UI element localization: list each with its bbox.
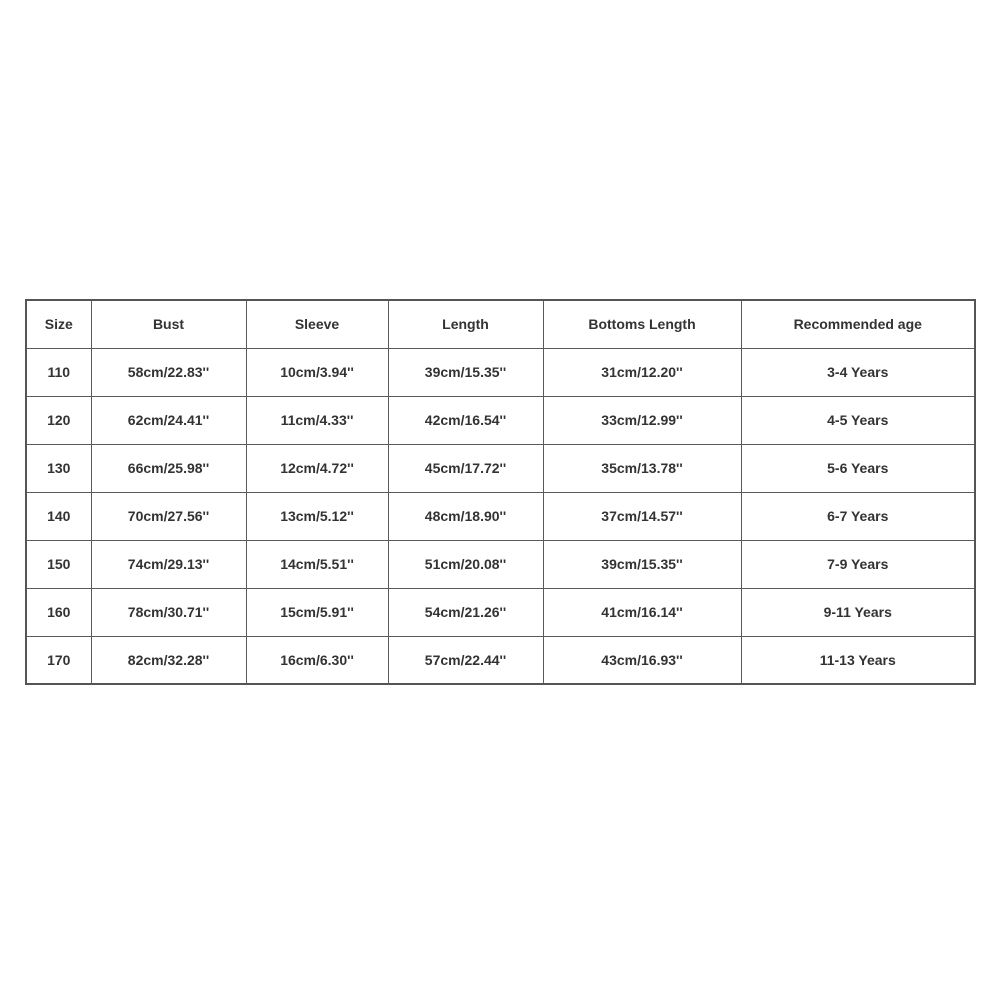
cell-bottoms-length: 31cm/12.20'' [543,348,741,396]
table-row [26,588,975,636]
cell-bust: 82cm/32.28'' [91,636,246,684]
table-row [26,492,975,540]
cell-recommended-age: 6-7 Years [741,492,975,540]
cell-sleeve: 13cm/5.12'' [246,492,388,540]
size-chart-table [25,299,976,685]
cell-length: 48cm/18.90'' [388,492,543,540]
cell-recommended-age: 7-9 Years [741,540,975,588]
cell-bottoms-length: 39cm/15.35'' [543,540,741,588]
cell-bottoms-length: 41cm/16.14'' [543,588,741,636]
cell-length: 42cm/16.54'' [388,396,543,444]
cell-length: 45cm/17.72'' [388,444,543,492]
cell-length: 51cm/20.08'' [388,540,543,588]
cell-sleeve: 10cm/3.94'' [246,348,388,396]
header-row [26,300,975,348]
cell-length: 39cm/15.35'' [388,348,543,396]
cell-length: 54cm/21.26'' [388,588,543,636]
cell-size: 150 [26,540,91,588]
header-sleeve: Sleeve [246,300,388,348]
cell-size: 170 [26,636,91,684]
cell-size: 160 [26,588,91,636]
header-recommended-age: Recommended age [741,300,975,348]
cell-bust: 70cm/27.56'' [91,492,246,540]
cell-sleeve: 11cm/4.33'' [246,396,388,444]
cell-bust: 66cm/25.98'' [91,444,246,492]
cell-bottoms-length: 35cm/13.78'' [543,444,741,492]
cell-size: 110 [26,348,91,396]
cell-bust: 78cm/30.71'' [91,588,246,636]
cell-sleeve: 12cm/4.72'' [246,444,388,492]
cell-recommended-age: 5-6 Years [741,444,975,492]
table-header [26,300,975,348]
cell-recommended-age: 4-5 Years [741,396,975,444]
table-row [26,348,975,396]
cell-bust: 74cm/29.13'' [91,540,246,588]
table-row [26,444,975,492]
cell-recommended-age: 9-11 Years [741,588,975,636]
header-length: Length [388,300,543,348]
cell-bust: 58cm/22.83'' [91,348,246,396]
table-row [26,636,975,684]
cell-sleeve: 16cm/6.30'' [246,636,388,684]
cell-bust: 62cm/24.41'' [91,396,246,444]
header-size: Size [26,300,91,348]
cell-bottoms-length: 43cm/16.93'' [543,636,741,684]
cell-length: 57cm/22.44'' [388,636,543,684]
header-bust: Bust [91,300,246,348]
table-row [26,396,975,444]
cell-size: 130 [26,444,91,492]
cell-size: 120 [26,396,91,444]
header-bottoms-length: Bottoms Length [543,300,741,348]
cell-recommended-age: 3-4 Years [741,348,975,396]
cell-sleeve: 14cm/5.51'' [246,540,388,588]
cell-recommended-age: 11-13 Years [741,636,975,684]
cell-bottoms-length: 33cm/12.99'' [543,396,741,444]
table-body [26,348,975,684]
cell-bottoms-length: 37cm/14.57'' [543,492,741,540]
cell-sleeve: 15cm/5.91'' [246,588,388,636]
cell-size: 140 [26,492,91,540]
table-row [26,540,975,588]
